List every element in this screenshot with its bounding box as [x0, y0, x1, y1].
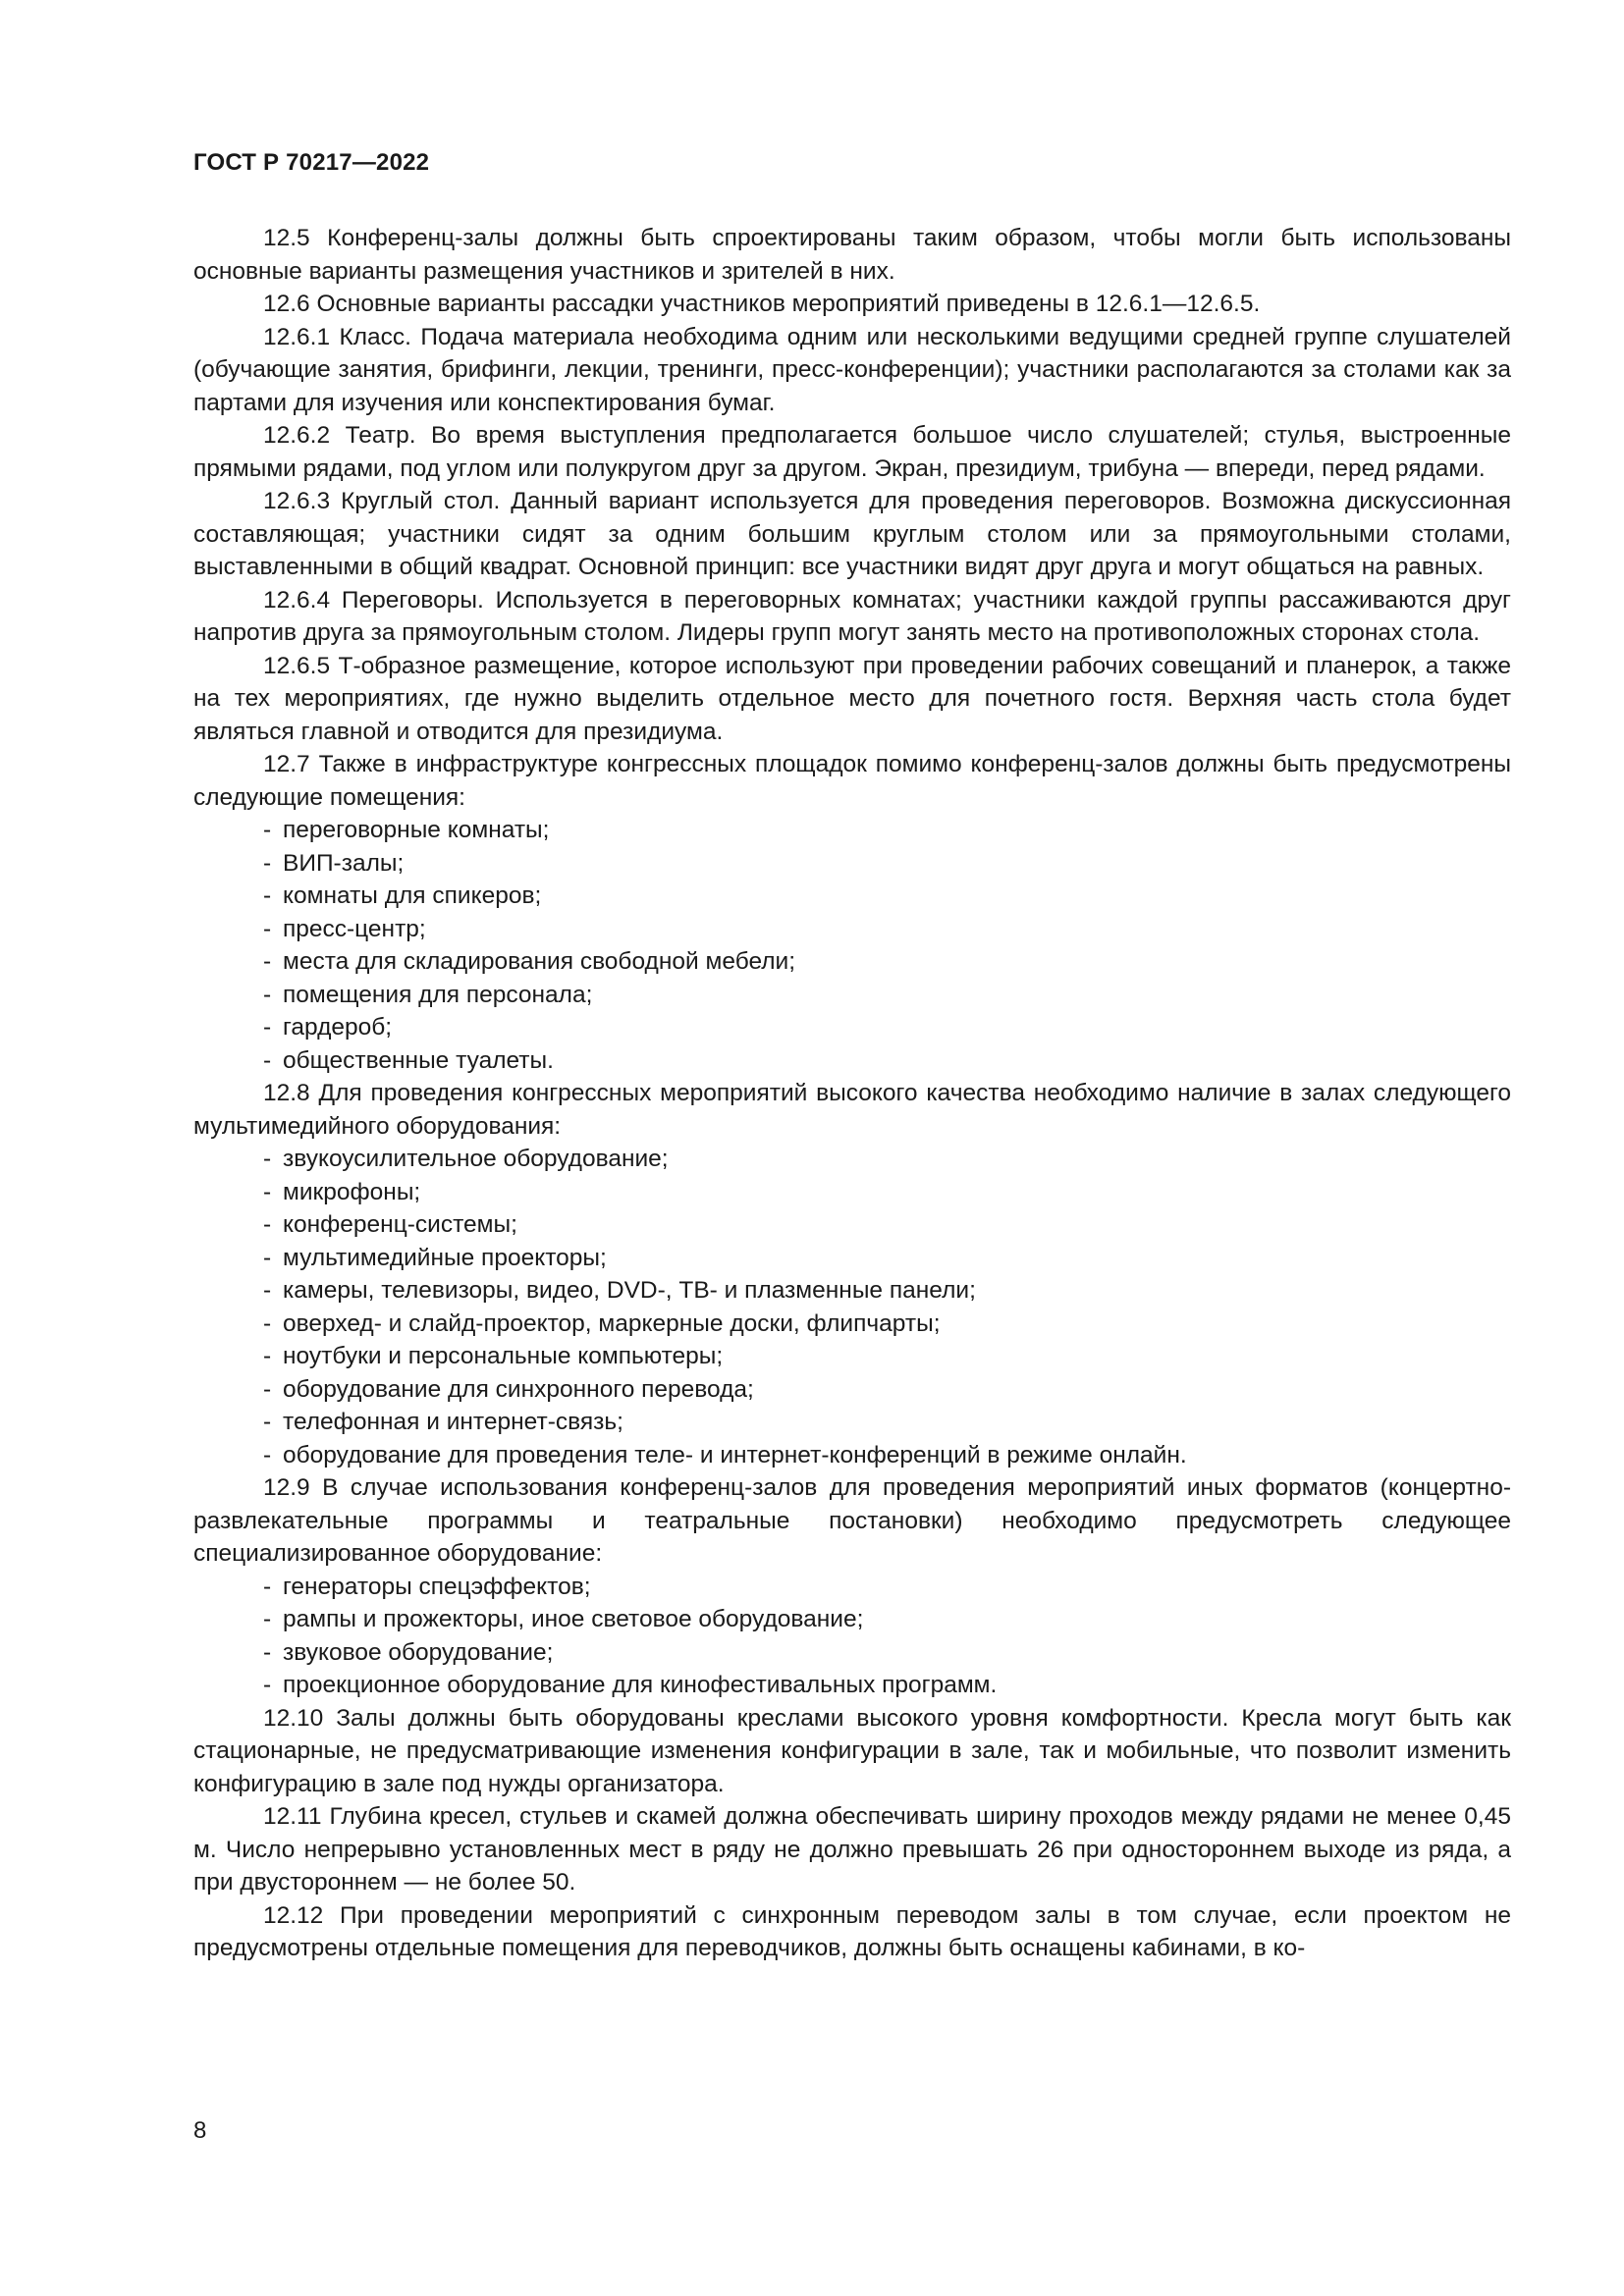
list-item-text: помещения для персонала; [283, 981, 593, 1008]
list-item-text: рампы и прожекторы, иное световое оборудование; [283, 1606, 864, 1632]
list-item-text: ВИП-залы; [283, 849, 405, 877]
list-item-text: оборудование для синхронного перевода; [283, 1375, 754, 1403]
list-item-text: телефонная и интернет-связь; [283, 1409, 623, 1435]
paragraph-12-9: 12.9 В случае использования конференц-залов для проведения мероприятий иных форматов (концертно-развлекательные программы и театральные постановки) необходимо предусмотреть следующее специализированное оборудование: [193, 1474, 1511, 1567]
list-item-text: камеры, телевизоры, видео, DVD-, ТВ- и плазменные панели; [283, 1277, 976, 1304]
paragraph-12-6: 12.6 Основные варианты рассадки участников мероприятий приведены в 12.6.1—12.6.5. [263, 291, 1261, 317]
list-item-text: пресс-центр; [283, 915, 426, 942]
list-item [193, 1603, 1511, 1636]
document-body [193, 222, 1511, 1965]
list-item [193, 1208, 1511, 1242]
list-item-text: общественные туалеты. [283, 1046, 554, 1074]
list-item-text: звуковое оборудование; [283, 1638, 554, 1666]
list-premises [193, 814, 1511, 1077]
list-item [193, 1308, 1511, 1341]
list-dash: - [263, 1146, 272, 1172]
list-item [193, 1406, 1511, 1439]
list-item [193, 1143, 1511, 1176]
list-item-text: оборудование для проведения теле- и интернет-конференций в режиме онлайн. [283, 1441, 1187, 1468]
paragraph-12-8: 12.8 Для проведения конгрессных мероприятий высокого качества необходимо наличие в залах следующего мультимедийного оборудования: [193, 1080, 1511, 1140]
list-item-text: конференц-системы; [283, 1211, 517, 1238]
paragraph-12-6-2: 12.6.2 Театр. Во время выступления предполагается большое число слушателей; стулья, выстроенные прямыми рядами, под углом или полукругом друг за другом. Экран, президиум, трибуна — впереди, перед рядами. [193, 422, 1511, 482]
paragraph-12-6-5: 12.6.5 Т-образное размещение, которое используют при проведении рабочих совещаний и планерок, а также на тех мероприятиях, где нужно выделить отдельное место для почетного гостя. Верхняя часть стола будет являться главной и отводится для президиума. [193, 652, 1511, 745]
list-dash: - [263, 1606, 272, 1632]
list-item-text: мультимедийные проекторы; [283, 1244, 607, 1271]
list-item-text: проекционное оборудование для кинофестивальных программ. [283, 1672, 998, 1698]
list-dash: - [263, 849, 272, 877]
list-item [193, 945, 1511, 979]
list-dash: - [263, 1277, 272, 1304]
list-item-text: переговорные комнаты; [283, 817, 550, 843]
list-dash: - [263, 1343, 272, 1369]
list-item [193, 1011, 1511, 1044]
list-item [193, 880, 1511, 913]
list-item-text: генераторы спецэффектов; [283, 1573, 591, 1600]
list-item-text: оверхед- и слайд-проектор, маркерные доски, флипчарты; [283, 1309, 941, 1337]
list-item [193, 1571, 1511, 1604]
list-dash: - [263, 882, 272, 909]
list-dash: - [263, 1046, 272, 1074]
list-dash: - [263, 1638, 272, 1666]
list-dash: - [263, 1309, 272, 1337]
paragraph-12-6-1: 12.6.1 Класс. Подача материала необходима одним или несколькими ведущими средней группе слушателей (обучающие занятия, брифинги, лекции, тренинги, пресс-конференции); участники располагаются за столами как за партами для изучения или конспектирования бумаг. [193, 323, 1511, 416]
list-dash: - [263, 1244, 272, 1271]
paragraph-12-7: 12.7 Также в инфраструктуре конгрессных площадок помимо конференц-залов должны быть предусмотрены следующие помещения: [193, 751, 1511, 811]
paragraph-12-5: 12.5 Конференц-залы должны быть спроектированы таким образом, чтобы могли быть использованы основные варианты размещения участников и зрителей в них. [193, 225, 1511, 285]
list-item [193, 979, 1511, 1012]
list-item [193, 1242, 1511, 1275]
list-dash: - [263, 1375, 272, 1403]
list-item [193, 1439, 1511, 1472]
list-item-text: комнаты для спикеров; [283, 882, 542, 909]
paragraph-12-6-4: 12.6.4 Переговоры. Используется в переговорных комнатах; участники каждой группы рассаживаются друг напротив друга за прямоугольным столом. Лидеры групп могут занять место на противоположных сторонах стола. [193, 586, 1511, 646]
list-item-text: места для складирования свободной мебели; [283, 948, 796, 975]
list-item-text: гардероб; [283, 1014, 393, 1041]
list-item [193, 1340, 1511, 1373]
list-item [193, 847, 1511, 881]
list-multimedia-equipment [193, 1143, 1511, 1471]
list-dash: - [263, 817, 272, 843]
list-item [193, 1373, 1511, 1407]
list-item [193, 1176, 1511, 1209]
list-dash: - [263, 1211, 272, 1238]
list-item [193, 1669, 1511, 1702]
list-item [193, 814, 1511, 847]
list-dash: - [263, 1014, 272, 1041]
list-item [193, 913, 1511, 946]
list-item [193, 1044, 1511, 1078]
list-dash: - [263, 1672, 272, 1698]
list-dash: - [263, 1409, 272, 1435]
list-item-text: микрофоны; [283, 1178, 421, 1205]
list-dash: - [263, 981, 272, 1008]
paragraph-12-6-3: 12.6.3 Круглый стол. Данный вариант используется для проведения переговоров. Возможна дискуссионная составляющая; участники сидят за одним большим круглым столом или за прямоугольными столами, выставленными в общий квадрат. Основной принцип: все участники видят друг друга и могут общаться на равных. [193, 488, 1511, 580]
list-dash: - [263, 948, 272, 975]
list-dash: - [263, 915, 272, 942]
list-item [193, 1274, 1511, 1308]
list-item [193, 1636, 1511, 1670]
page-number: 8 [193, 2117, 207, 2144]
list-dash: - [263, 1178, 272, 1205]
list-item-text: ноутбуки и персональные компьютеры; [283, 1343, 724, 1369]
paragraph-12-10: 12.10 Залы должны быть оборудованы креслами высокого уровня комфортности. Кресла могут быть как стационарные, не предусматривающие изменения конфигурации в зале, так и мобильные, что позволит изменить конфигурацию в зале под нужды организатора. [193, 1704, 1511, 1797]
list-item-text: звукоусилительное оборудование; [283, 1146, 669, 1172]
list-special-equipment [193, 1571, 1511, 1702]
paragraph-12-12: 12.12 При проведении мероприятий с синхронным переводом залы в том случае, если проектом не предусмотрены отдельные помещения для переводчиков, должны быть оснащены кабинами, в ко- [193, 1901, 1511, 1961]
list-dash: - [263, 1573, 272, 1600]
list-dash: - [263, 1441, 272, 1468]
document-header: ГОСТ Р 70217—2022 [193, 149, 430, 176]
paragraph-12-11: 12.11 Глубина кресел, стульев и скамей должна обеспечивать ширину проходов между рядами не менее 0,45 м. Число непрерывно установленных мест в ряду не должно превышать 26 при одностороннем выходе из ряда, а при двустороннем — не более 50. [193, 1803, 1511, 1896]
